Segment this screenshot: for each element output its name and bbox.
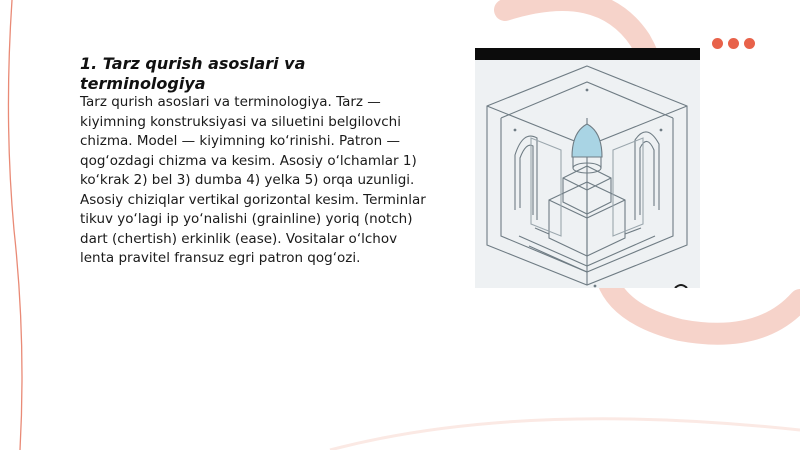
figure-top-bar — [475, 48, 700, 60]
slide-title: 1. Tarz qurish asoslari va terminologiya — [80, 54, 306, 93]
dot-icon — [728, 38, 739, 49]
decorative-bottom-curve — [330, 419, 800, 450]
isometric-figure — [475, 48, 700, 288]
dome — [572, 124, 602, 157]
slide-body-text: Tarz qurish asoslari va terminologiya. Tarz — kiyimning konstruksiyasi va siluetini belgilovchi chizma. Model — kiyimning ko‘rinishi. Patron — qog‘ozdagi chizma va kesim. Asosiy o‘lchamlar 1) ko‘krak 2) bel 3) dumba 4) yelka 5) orqa uzunligi. Asosiy chiziqlar vertikal gorizontal kesim. Terminlar tikuv yo‘lagi ip yo‘nalishi (grainline) yoriq (notch) dart (chertish) erkinlik (ease). Vositalar o‘lchov lenta pravitel fransuz egri patron qog‘ozi. — [80, 94, 426, 266]
three-dots-icon[interactable] — [712, 38, 756, 50]
dot-icon — [712, 38, 723, 49]
isometric-drawing — [475, 60, 700, 288]
dot-icon — [744, 38, 755, 49]
decorative-left-line — [8, 0, 22, 450]
